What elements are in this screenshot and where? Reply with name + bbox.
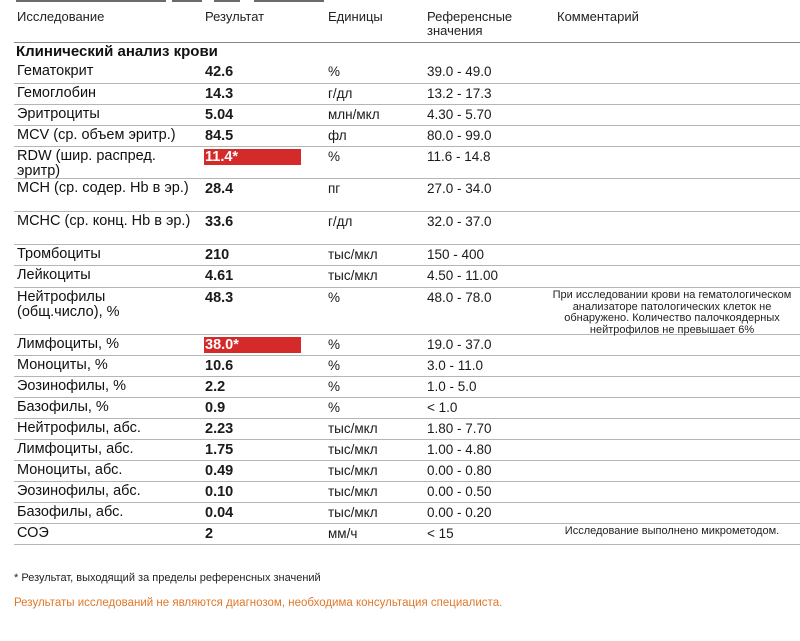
table-row [14,245,800,266]
unit: тыс/мкл [328,484,378,499]
table-row [14,147,800,179]
reference-range: 11.6 - 14.8 [427,149,491,164]
test-name: Моноциты, абс. [17,462,123,478]
table-row [14,105,800,126]
results-table [14,62,800,545]
unit: пг [328,181,341,196]
reference-range: 1.0 - 5.0 [427,379,477,394]
reference-range: < 1.0 [427,400,458,415]
unit: % [328,290,341,305]
table-row [14,266,800,288]
table-row [14,377,800,398]
table-row [14,288,800,335]
unit: тыс/мкл [328,421,378,436]
reference-range: 80.0 - 99.0 [427,128,492,143]
table-row [14,440,800,461]
reference-range: 19.0 - 37.0 [427,337,492,352]
result-value: 0.49 [205,463,234,479]
unit: фл [328,128,347,143]
test-name: Моноциты, % [17,357,108,373]
test-name: Гемоглобин [17,85,97,101]
reference-range: 3.0 - 11.0 [427,358,484,373]
test-name: MCH (ср. содер. Hb в эр.) [17,180,189,196]
table-row [14,179,800,212]
unit: % [328,358,341,373]
test-name: MCV (ср. объем эритр.) [17,127,176,143]
table-row [14,482,800,503]
table-row [14,419,800,440]
reference-range: 1.80 - 7.70 [427,421,492,436]
section-title: Клинический анализ крови [16,43,218,60]
result-value: 28.4 [205,181,234,197]
test-name: Гематокрит [17,63,94,79]
unit: тыс/мкл [328,505,378,520]
table-row [14,524,800,545]
comment: При исследовании крови на гематологическом анализаторе патологических клеток не обнаружено. Количество палочкоядерных нейтрофилов не превышает 6% [552,289,792,336]
result-value: 10.6 [205,358,234,374]
result-value: 2 [205,526,214,542]
test-name: Лимфоциты, % [17,336,119,352]
test-name: Лейкоциты [17,267,91,283]
column-header-result: Результат [205,9,265,24]
table-row [14,503,800,524]
reference-range: 13.2 - 17.3 [427,86,492,101]
result-value: 1.75 [205,442,234,458]
result-value: 0.10 [205,484,234,500]
reference-range: 0.00 - 0.80 [427,463,492,478]
test-name: Базофилы, % [17,399,109,415]
reference-range: 4.30 - 5.70 [427,107,492,122]
result-value: 4.61 [205,268,234,284]
test-name: MCHC (ср. конц. Hb в эр.) [17,213,191,229]
result-value: 210 [205,247,230,263]
reference-range: 1.00 - 4.80 [427,442,492,457]
reference-range: 0.00 - 0.20 [427,505,492,520]
footnote: * Результат, выходящий за пределы референсных значений [14,572,321,584]
result-value: 2.2 [205,379,226,395]
table-row [14,126,800,147]
test-name: Эозинофилы, % [17,378,127,394]
test-name: Лимфоциты, абс. [17,441,134,457]
disclaimer: Результаты исследований не являются диагнозом, необходима консультация специалиста. [14,597,503,609]
reference-range: 4.50 - 11.00 [427,268,499,283]
reference-range: 27.0 - 34.0 [427,181,492,196]
unit: % [328,337,341,352]
unit: % [328,149,341,164]
result-value: 5.04 [205,107,234,123]
result-value: 14.3 [205,86,234,102]
result-value: 84.5 [205,128,234,144]
test-name: Базофилы, абс. [17,504,124,520]
flagged-result: 38.0* [204,337,301,353]
table-row [14,62,800,84]
test-name: Эозинофилы, абс. [17,483,141,499]
result-value: 48.3 [205,290,234,306]
unit: мм/ч [328,526,358,541]
table-row [14,335,800,356]
result-value: 33.6 [205,214,234,230]
unit: % [328,64,341,79]
result-value: 0.9 [205,400,226,416]
cropped-header-text [0,0,800,6]
unit: тыс/мкл [328,442,378,457]
reference-range: 150 - 400 [427,247,485,262]
unit: г/дл [328,86,353,101]
reference-range: 0.00 - 0.50 [427,484,492,499]
test-name: СОЭ [17,525,49,541]
column-header-study: Исследование [17,9,105,24]
reference-range: < 15 [427,526,454,541]
unit: тыс/мкл [328,268,378,283]
column-header-comment: Комментарий [557,9,639,24]
table-row [14,461,800,482]
result-value: 2.23 [205,421,234,437]
unit: % [328,379,341,394]
test-name: Тромбоциты [17,246,101,262]
unit: тыс/мкл [328,463,378,478]
flagged-result: 11.4* [204,149,301,165]
result-value: 0.04 [205,505,234,521]
unit: % [328,400,341,415]
table-row [14,356,800,377]
test-name: Нейтрофилы (общ.число), % [17,289,120,320]
table-row [14,212,800,245]
test-name: Нейтрофилы, абс. [17,420,141,436]
comment: Исследование выполнено микрометодом. [564,525,780,537]
unit: тыс/мкл [328,247,378,262]
reference-range: 32.0 - 37.0 [427,214,492,229]
table-row [14,398,800,419]
test-name: RDW (шир. распред. эритр) [17,148,156,179]
unit: млн/мкл [328,107,380,122]
result-value: 42.6 [205,64,234,80]
column-header-units: Единицы [328,9,383,24]
test-name: Эритроциты [17,106,100,122]
reference-range: 48.0 - 78.0 [427,290,492,305]
unit: г/дл [328,214,353,229]
table-row [14,84,800,105]
column-header-reference: Референсные значения [427,9,513,38]
reference-range: 39.0 - 49.0 [427,64,492,79]
